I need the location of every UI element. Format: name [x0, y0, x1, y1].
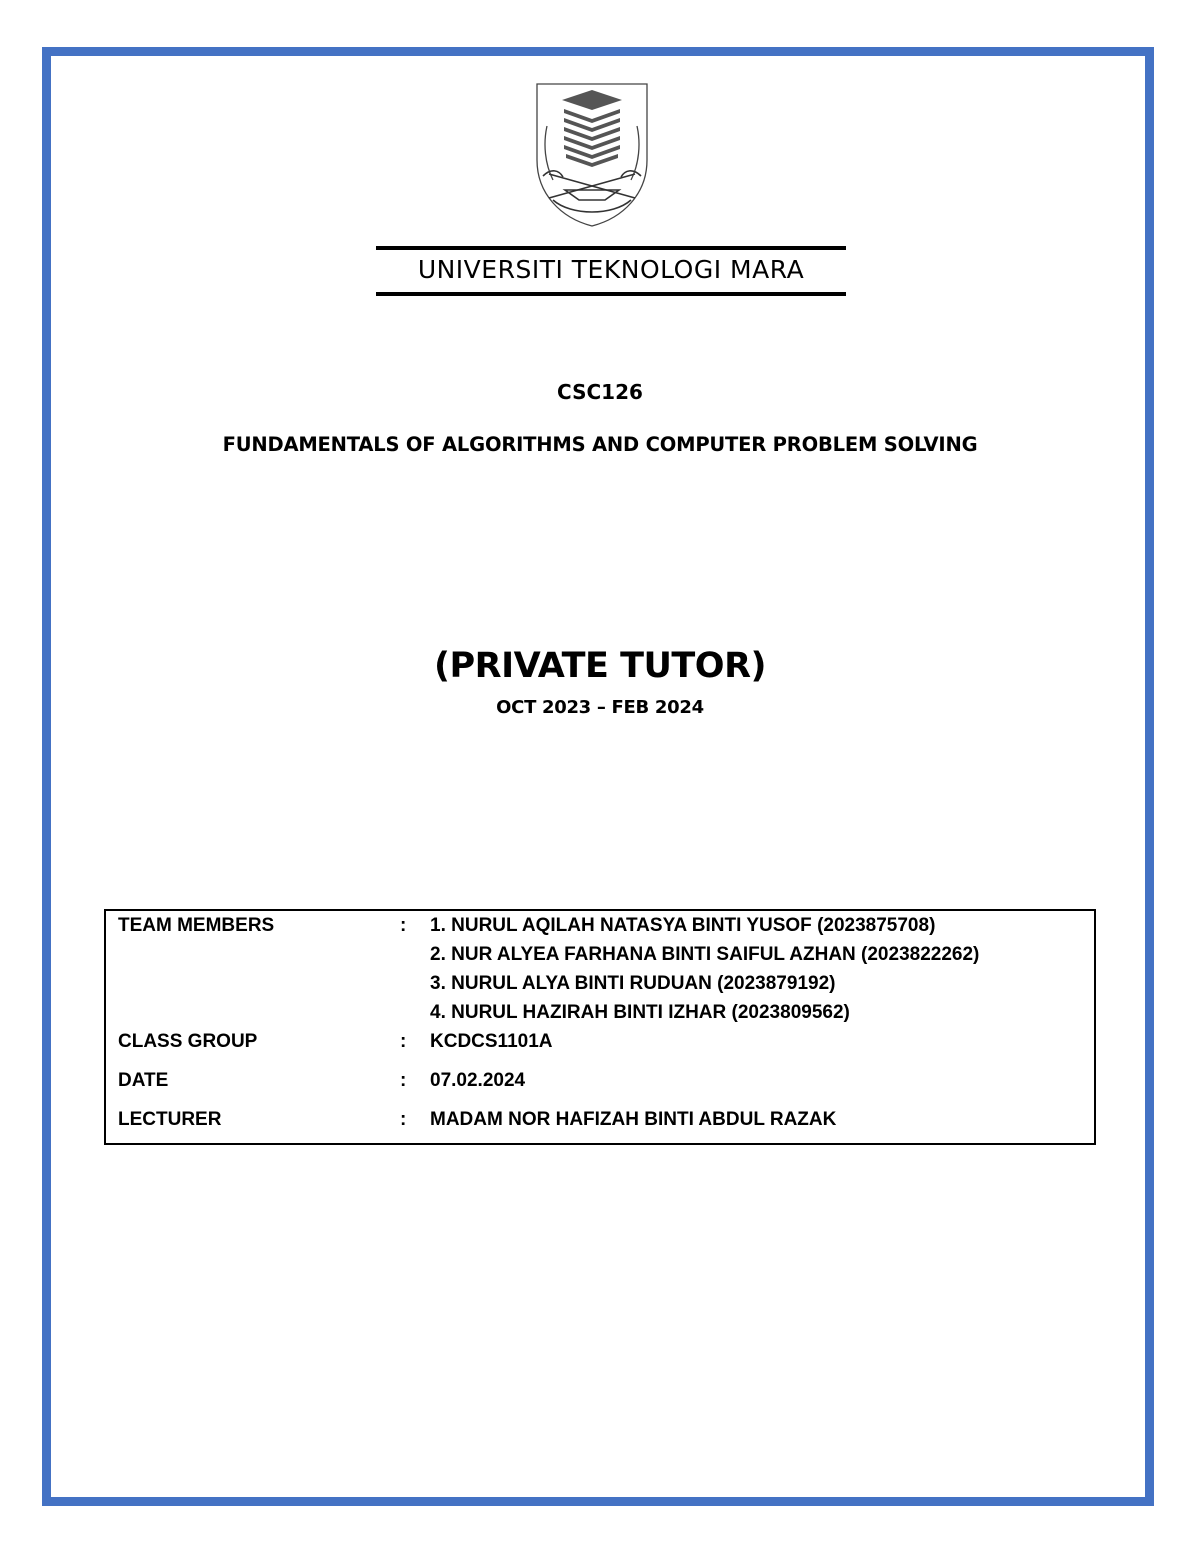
team-members-colon: :: [400, 915, 407, 936]
date-value: 07.02.2024: [430, 1070, 526, 1091]
course-code: CSC126: [557, 380, 643, 404]
class-group-value: KCDCS1101A: [430, 1031, 553, 1052]
class-group-colon: :: [400, 1031, 407, 1052]
team-members-label: TEAM MEMBERS: [118, 915, 275, 936]
member-item: 3. NURUL ALYA BINTI RUDUAN (2023879192): [430, 973, 836, 994]
date-label: DATE: [118, 1070, 169, 1091]
member-item: 2. NUR ALYEA FARHANA BINTI SAIFUL AZHAN (2023822262): [430, 944, 980, 965]
info-table: [104, 909, 1096, 1145]
lecturer-value: MADAM NOR HAFIZAH BINTI ABDUL RAZAK: [430, 1109, 837, 1130]
title-rule-top: [376, 246, 846, 250]
team-members-list: [430, 911, 979, 1027]
title-rule-bottom: [376, 292, 846, 296]
lecturer-label: LECTURER: [118, 1109, 222, 1130]
uitm-crest-logo: [535, 82, 649, 228]
member-item: 4. NURUL HAZIRAH BINTI IZHAR (2023809562): [430, 1002, 850, 1023]
date-colon: :: [400, 1070, 407, 1091]
member-item: 1. NURUL AQILAH NATASYA BINTI YUSOF (2023875708): [430, 915, 936, 936]
semester-period: OCT 2023 – FEB 2024: [496, 697, 704, 718]
course-title: FUNDAMENTALS OF ALGORITHMS AND COMPUTER PROBLEM SOLVING: [222, 433, 978, 456]
class-group-label: CLASS GROUP: [118, 1031, 258, 1052]
project-title: (PRIVATE TUTOR): [433, 646, 767, 686]
lecturer-colon: :: [400, 1109, 407, 1130]
university-name: UNIVERSITI TEKNOLOGI MARA: [417, 255, 805, 284]
